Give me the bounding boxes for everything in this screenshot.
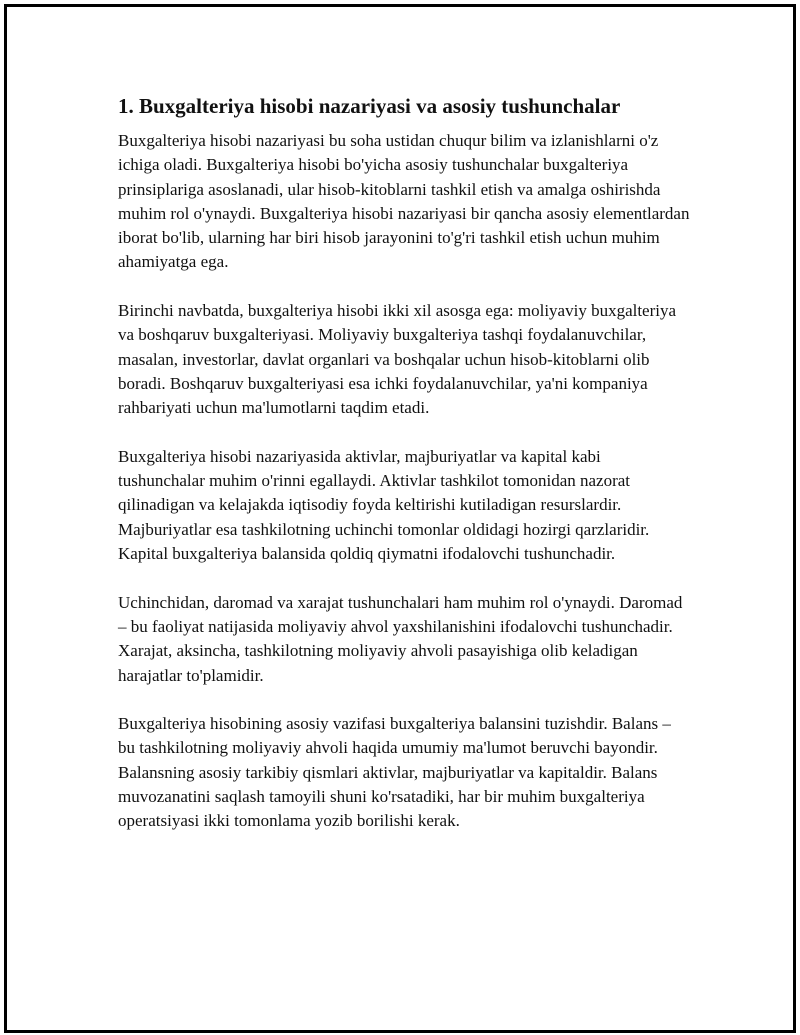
document-body (118, 93, 690, 858)
paragraph-assets-liabilities: Buxgalteriya hisobi nazariyasida aktivlar, majburiyatlar va kapital kabi tushunchalar muhim o'rinni egallaydi. Aktivlar tashkilot tomonidan nazorat qilinadigan va kelajakda iqtisodiy foyda keltirishi kutiladigan resurslardir. Majburiyatlar esa tashkilotning uchinchi tomonlar oldidagi hozirgi qarzlaridir. Kapital buxgalteriya balansida qoldiq qiymatni ifodalovchi tushunchadir. (118, 446, 650, 564)
paragraph-income-expenses: Uchinchidan, daromad va xarajat tushunchalari ham muhim rol o'ynaydi. Daromad – bu faoliyat natijasida moliyaviy ahvol yaxshilanishini ifodalovchi tushunchadir. Xarajat, aksincha, tashkilotning moliyaviy ahvoli pasayishiga olib keladigan harajatlar to'plamidir. (118, 592, 683, 685)
paragraph-intro: Buxgalteriya hisobi nazariyasi bu soha ustidan chuqur bilim va izlanishlarni o'z ichiga oladi. Buxgalteriya hisobi bo'yicha asosiy tushunchalar buxgalteriya prinsiplariga asoslanadi, ular hisob-kitoblarni tashkil etish va amalga oshirishda muhim rol o'ynaydi. Buxgalteriya hisobi nazariyasi bir qancha asosiy elementlardan iborat bo'lib, ularning har biri hisob jarayonini to'g'ri tashkil etish uchun muhim ahamiyatga ega. (118, 131, 690, 272)
paragraph-balance-sheet: Buxgalteriya hisobining asosiy vazifasi buxgalteriya balansini tuzishdir. Balans – bu tashkilotning moliyaviy ahvoli haqida umumiy ma'lumot beruvchi bayondir. Balansning asosiy tarkibiy qismlari aktivlar, majburiyatlar va kapitaldir. Balans muvozanatini saqlash tamoyili shuni ko'rsatadiki, har bir muhim buxgalteriya operatsiyasi ikki tomonlama yozib borilishi kerak. (118, 714, 671, 831)
section-heading: 1. Buxgalteriya hisobi nazariyasi va asosiy tushunchalar (118, 94, 621, 118)
paragraph-accounting-types: Birinchi navbatda, buxgalteriya hisobi ikki xil asosga ega: moliyaviy buxgalteriya va boshqaruv buxgalteriyasi. Moliyaviy buxgalteriya tashqi foydalanuvchilar, masalan, investorlar, davlat organlari va boshqalar uchun hisob-kitoblarni olib boradi. Boshqaruv buxgalteriyasi esa ichki foydalanuvchilar, ya'ni kompaniya rahbariyati uchun ma'lumotlarni taqdim etadi. (118, 301, 677, 418)
